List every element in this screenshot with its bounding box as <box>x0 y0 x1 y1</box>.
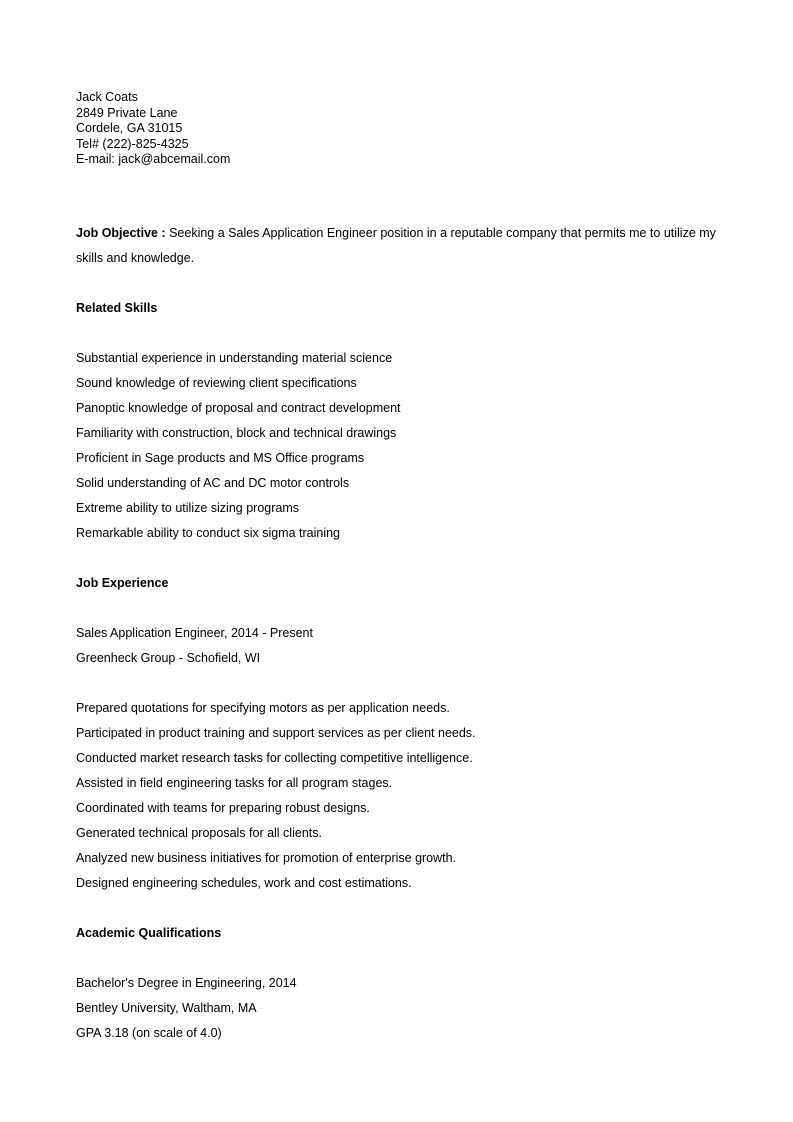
job-objective <box>76 221 716 271</box>
list-item: Extreme ability to utilize sizing programs <box>76 501 299 515</box>
contact-name: Jack Coats <box>76 90 138 104</box>
list-item: Generated technical proposals for all clients. <box>76 826 322 840</box>
contact-city: Cordele, GA 31015 <box>76 121 183 135</box>
experience-position-block <box>76 621 313 671</box>
objective-label: Job Objective : <box>76 226 166 240</box>
experience-heading: Job Experience <box>76 576 169 590</box>
list-item: Proficient in Sage products and MS Office programs <box>76 451 365 465</box>
education-heading: Academic Qualifications <box>76 926 222 940</box>
education-gpa: GPA 3.18 (on scale of 4.0) <box>76 1026 222 1040</box>
list-item: Conducted market research tasks for collecting competitive intelligence. <box>76 751 473 765</box>
list-item: Prepared quotations for specifying motors as per application needs. <box>76 701 450 715</box>
list-item: Assisted in field engineering tasks for all program stages. <box>76 776 393 790</box>
list-item: Remarkable ability to conduct six sigma training <box>76 526 341 540</box>
experience-duties-list <box>76 696 476 896</box>
education-block <box>76 971 297 1046</box>
contact-email: E-mail: jack@abcemail.com <box>76 152 231 166</box>
list-item: Analyzed new business initiatives for promotion of enterprise growth. <box>76 851 457 865</box>
education-degree: Bachelor's Degree in Engineering, 2014 <box>76 976 297 990</box>
contact-street: 2849 Private Lane <box>76 105 178 120</box>
skills-heading: Related Skills <box>76 301 158 315</box>
objective-text: Seeking a Sales Application Engineer position in a reputable company that permits me to utilize my skills and knowledge. <box>76 226 716 265</box>
job-position: Sales Application Engineer, 2014 - Present <box>76 626 313 640</box>
list-item: Coordinated with teams for preparing robust designs. <box>76 801 370 815</box>
list-item: Substantial experience in understanding material science <box>76 351 393 365</box>
list-item: Participated in product training and support services as per client needs. <box>76 726 476 740</box>
list-item: Panoptic knowledge of proposal and contract development <box>76 401 401 415</box>
contact-block <box>76 90 230 168</box>
skills-list <box>76 346 401 546</box>
list-item: Familiarity with construction, block and technical drawings <box>76 426 397 440</box>
list-item: Designed engineering schedules, work and cost estimations. <box>76 876 412 890</box>
contact-phone: Tel# (222)-825-4325 <box>76 136 189 151</box>
education-school: Bentley University, Waltham, MA <box>76 1001 257 1015</box>
list-item: Sound knowledge of reviewing client specifications <box>76 376 357 390</box>
list-item: Solid understanding of AC and DC motor controls <box>76 476 350 490</box>
job-company: Greenheck Group - Schofield, WI <box>76 651 261 665</box>
